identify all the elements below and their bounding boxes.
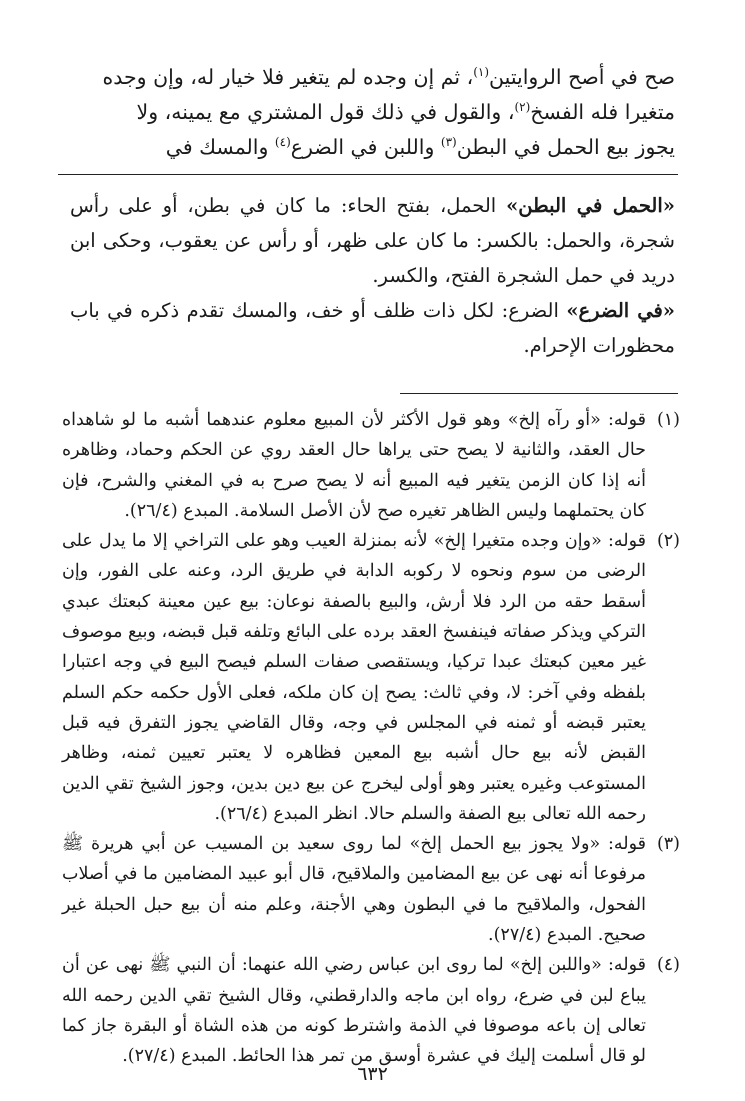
footnote-number: (٢) [656, 531, 680, 552]
footnote-number: (٤) [656, 955, 680, 976]
footnote [62, 950, 680, 1071]
footnote [62, 829, 680, 950]
footnote-ref: (٣) [440, 135, 457, 150]
commentary-paragraph [70, 188, 675, 293]
footnote-ref: (٢) [514, 100, 531, 115]
main-text-segment: والمسك في [165, 135, 275, 159]
commentary-section [70, 188, 675, 363]
main-text-segment: ، ثم إن وجده لم يتغير فلا خيار له، وإن وجده [102, 65, 474, 89]
footnote-number: (١) [656, 410, 680, 430]
footnote-text: قوله: «ولا يجوز بيع الحمل إلخ» لما روى سعيد بن المسيب عن أبي هريرة ﷺ مرفوعا أنه نهى عن بيع المضامين والملاقيح، قال أبو عبيد المضامين ما في أصلاب الفحول، والملاقيح ما في البطون وهي الأجنة، وعلم منه أن بيع حبل الحبلة غير صحيح. المبدع (٢٧/٤). [62, 834, 646, 946]
main-text-divider [58, 174, 678, 175]
footnote-ref: (١) [473, 65, 490, 80]
commentary-paragraph [70, 293, 675, 363]
footnote [62, 405, 680, 526]
commentary-term: «الحمل في البطن» [506, 194, 675, 217]
footnotes-divider [400, 393, 678, 394]
main-text-line [70, 60, 675, 95]
footnote-ref: (٤) [274, 135, 291, 150]
main-text-segment: متغيرا فله الفسخ [530, 100, 675, 124]
main-text-line [70, 130, 675, 165]
commentary-text: الضرع: لكل ذات ظلف أو خف، والمسك تقدم ذكره في باب محظورات الإحرام. [70, 299, 675, 357]
main-text-line [70, 95, 675, 130]
page-number: ٦٣٢ [357, 1063, 388, 1085]
footnote [62, 526, 680, 829]
commentary-term: «في الضرع» [566, 299, 675, 322]
footnote-number: (٣) [656, 834, 680, 855]
footnote-text: قوله: «واللبن إلخ» لما روى ابن عباس رضي الله عنهما: أن النبي ﷺ نهى عن أن يباع لبن في ضرع، رواه ابن ماجه والدارقطني، وقال الشيخ تقي الدين رحمه الله تعالى إن باعه موصوفا في الذمة واشترط كونه من هذه الشاة أو البقرة جاز كما لو قال أسلمت إليك في عشرة أوسق من تمر هذا الحائط. المبدع (٢٧/٤). [62, 955, 646, 1067]
footnote-text: قوله: «أو رآه إلخ» وهو قول الأكثر لأن المبيع معلوم عندهما أشبه ما لو شاهداه حال العقد، والثانية لا يصح حتى يراها حال العقد روي عن الحكم وحماد، وظاهره أنه إذا كان الزمن يتغير فيه المبيع أنه لا يصح صرح به في المغني والشرح، فإن كان يحتملهما وليس الظاهر تغيره صح لأن الأصل السلامة. المبدع (٢٦/٤). [62, 410, 646, 521]
main-text-segment: يجوز بيع الحمل في البطن [456, 135, 675, 159]
main-text-segment: ، والقول في ذلك قول المشتري مع يمينه، ولا [136, 100, 515, 124]
footnote-text: قوله: «وإن وجده متغيرا إلخ» لأنه بمنزلة العيب وهو على التراخي إلا ما يدل على الرضى من سوم ونحوه لا ركوبه الدابة في طريق الرد، وعنه على الفور، وإن أسقط حقه من الرد فلا أرش، والبيع بالصفة نوعان: بيع عين معينة كبعتك عبدي التركي ويذكر صفاته فينفسخ العقد برده على البائع وتلفه قبل قبضه، وبيع موصوف غير معين كبعتك عبدا تركيا، ويستقصى صفات السلم فيصح البيع في وجه اعتبارا بلفظه وفي آخر: لا، وفي ثالث: يصح إن كان ملكه، فعلى الأول حكمه حكم السلم يعتبر قبضه أو ثمنه في المجلس في وجه، وقال القاضي يجوز التفرق فيه قبل القبض لأنه بيع حال أشبه بيع المعين فظاهره لا يعتبر تعيين ثمنه، وظاهر المستوعب وغيره يعتبر وهو أولى ليخرج عن بيع دين بدين، وجوز الشيخ تقي الدين رحمه الله تعالى بيع الصفة والسلم حالا. انظر المبدع (٢٦/٤). [62, 531, 646, 824]
main-text-segment: واللبن في الضرع [290, 135, 441, 159]
main-text-segment: صح في أصح الروايتين [489, 65, 675, 89]
main-text [70, 60, 675, 165]
commentary-text: الحمل، بفتح الحاء: ما كان في بطن، أو على رأس شجرة، والحمل: بالكسر: ما كان على ظهر، أو رأس عن يعقوب، وحكى ابن دريد في حمل الشجرة الفتح، والكسر. [70, 194, 675, 287]
footnotes-section [62, 405, 680, 1072]
